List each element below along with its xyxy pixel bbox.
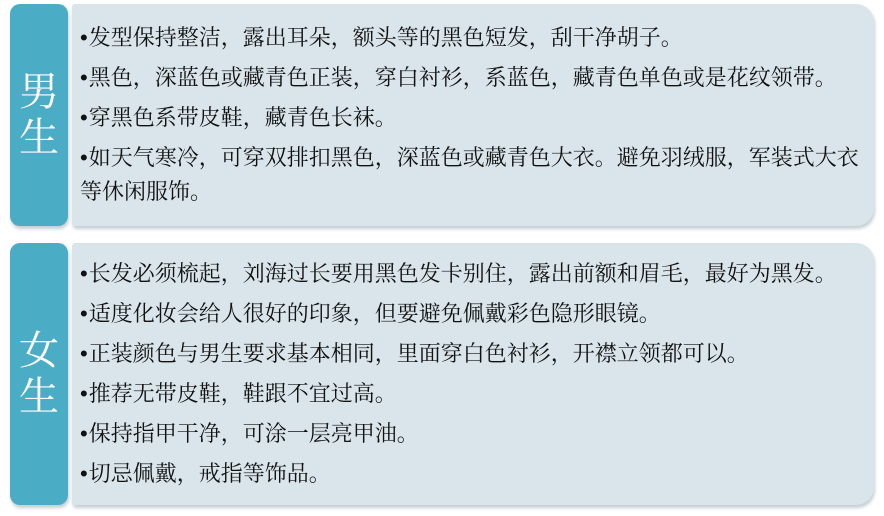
female-section-panel — [72, 243, 874, 505]
male-section-panel — [72, 4, 874, 226]
male-bullet-shoes: • 穿黑色系带皮鞋，藏青色长袜。 — [80, 101, 864, 135]
female-bullet-jewelry: • 切忌佩戴，戒指等饰品。 — [80, 457, 864, 491]
female-section-title: 女生 — [19, 328, 59, 419]
female-bullet-shoes: • 推荐无带皮鞋，鞋跟不宜过高。 — [80, 377, 864, 411]
female-bullet-makeup: • 适度化妆会给人很好的印象，但要避免佩戴彩色隐形眼镜。 — [80, 297, 864, 331]
male-bullet-coat: • 如天气寒冷，可穿双排扣黑色，深蓝色或藏青色大衣。避免羽绒服，军装式大衣等休闲服饰。 — [80, 141, 864, 209]
female-section-label-box — [10, 243, 68, 505]
male-section-label-box — [10, 4, 68, 226]
female-bullet-suit: • 正装颜色与男生要求基本相同，里面穿白色衬衫，开襟立领都可以。 — [80, 337, 864, 371]
male-bullet-suit: • 黑色，深蓝色或藏青色正装，穿白衬衫，系蓝色，藏青色单色或是花纹领带。 — [80, 61, 864, 95]
male-bullet-hairstyle: • 发型保持整洁，露出耳朵，额头等的黑色短发，刮干净胡子。 — [80, 21, 864, 55]
male-section-title: 男生 — [19, 69, 59, 160]
female-bullet-nails: • 保持指甲干净，可涂一层亮甲油。 — [80, 417, 864, 451]
female-bullet-hair: • 长发必须梳起，刘海过长要用黑色发卡别住，露出前额和眉毛，最好为黑发。 — [80, 257, 864, 291]
